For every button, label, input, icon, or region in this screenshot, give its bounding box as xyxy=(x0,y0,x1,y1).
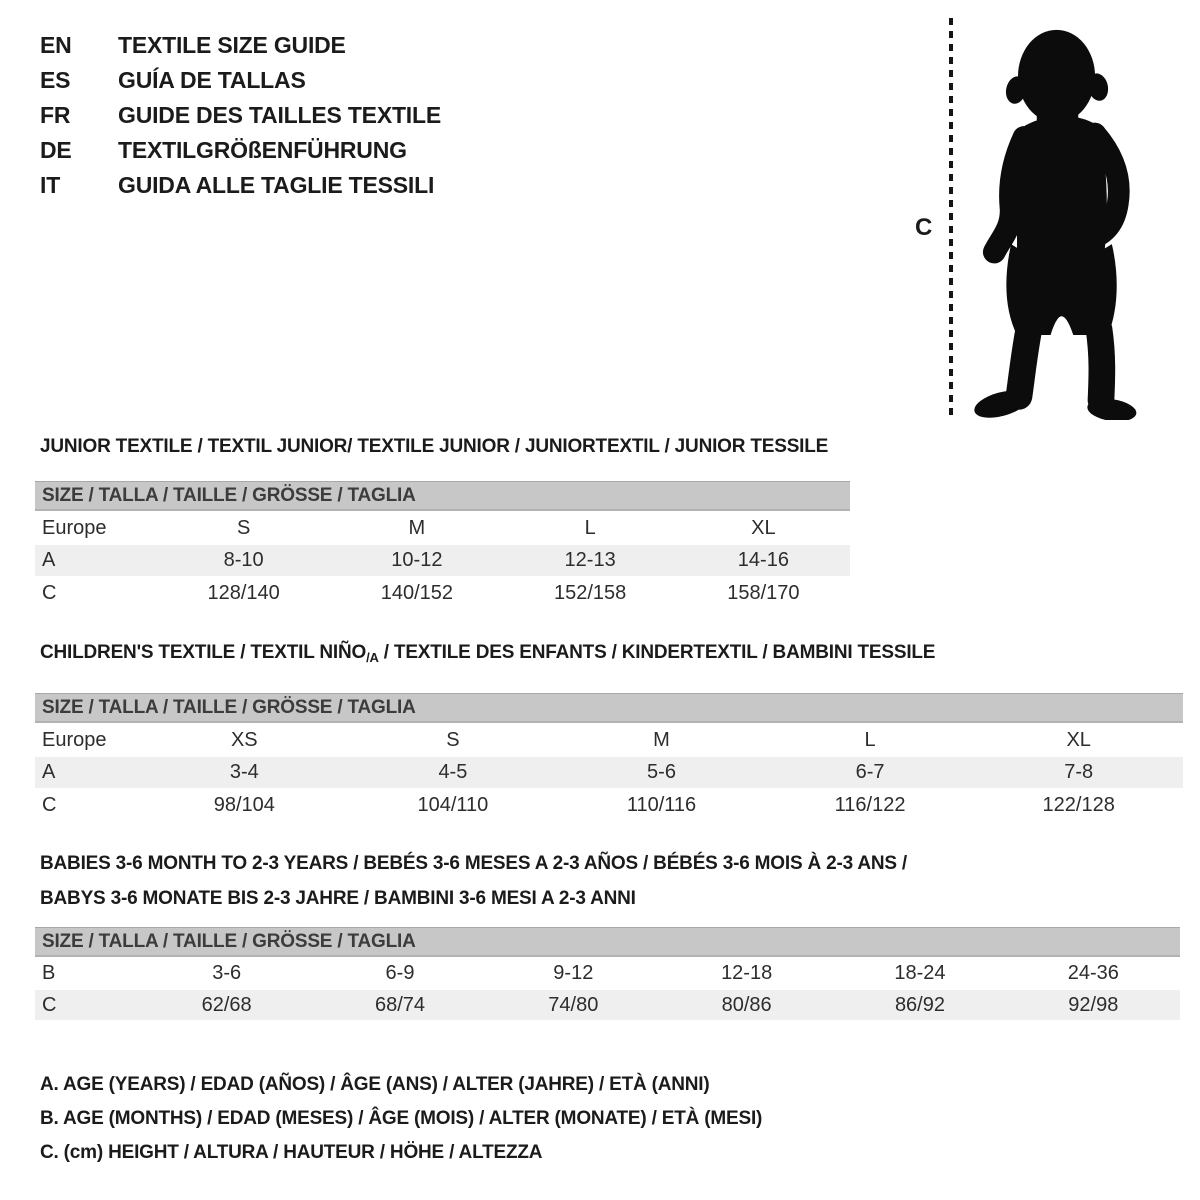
measure-legend xyxy=(40,1068,762,1170)
language-code: ES xyxy=(40,67,71,93)
table-row-a xyxy=(35,545,850,576)
cell-value: 3-4 xyxy=(229,761,259,783)
section-title xyxy=(35,435,850,458)
cell-value: 14-16 xyxy=(737,549,789,571)
guide-title-fr: GUIDE DES TAILLES TEXTILE xyxy=(118,102,441,128)
cell-value: 122/128 xyxy=(1042,793,1115,816)
cell-value: 5-6 xyxy=(647,761,676,783)
row-label: C xyxy=(42,793,57,816)
language-title-block xyxy=(40,28,441,203)
row-label: A xyxy=(42,549,56,571)
legend-line: A. AGE (YEARS) / EDAD (AÑOS) / ÂGE (ANS) / ALTER (JAHRE) / ETÀ (ANNI) xyxy=(40,1074,710,1095)
section-title-line: BABIES 3-6 MONTH TO 2-3 YEARS / BEBÉS 3-6 MESES A 2-3 AÑOS / BÉBÉS 3-6 MOIS À 2-3 ANS / xyxy=(40,853,908,874)
height-dashed-line xyxy=(949,18,953,416)
section-title-subscript: /A xyxy=(366,650,379,665)
legend-line: C. (cm) HEIGHT / ALTURA / HAUTEUR / HÖHE / ALTEZZA xyxy=(40,1142,543,1163)
section-junior-textile xyxy=(35,435,850,610)
cell-value: 3-6 xyxy=(212,962,242,984)
language-code: IT xyxy=(40,172,61,198)
cell-value: 74/80 xyxy=(548,993,599,1016)
language-row xyxy=(40,168,441,203)
cell-value: 6-9 xyxy=(385,962,415,984)
section-childrens-textile xyxy=(35,641,1183,822)
cell-value: 12-13 xyxy=(564,549,616,571)
section-title-text: CHILDREN'S TEXTILE / TEXTIL NIÑO xyxy=(40,642,367,663)
language-code: FR xyxy=(40,102,71,128)
cell-value: 92/98 xyxy=(1068,993,1119,1016)
cell-value: S xyxy=(236,516,251,539)
size-table xyxy=(35,927,1180,1020)
table-row-a xyxy=(35,757,1183,788)
cell-value: 98/104 xyxy=(213,793,275,816)
row-label: B xyxy=(42,962,56,984)
section-title-text: / TEXTILE DES ENFANTS / KINDERTEXTIL / BAMBINI TESSILE xyxy=(378,642,936,663)
legend-line: B. AGE (MONTHS) / EDAD (MESES) / ÂGE (MOIS) / ALTER (MONATE) / ETÀ (MESI) xyxy=(40,1108,763,1129)
cell-value: 110/116 xyxy=(626,793,697,816)
guide-title-es: GUÍA DE TALLAS xyxy=(118,67,306,93)
row-label: Europe xyxy=(42,728,107,751)
cell-value: L xyxy=(864,728,876,751)
cell-value: 12-18 xyxy=(721,962,773,984)
language-row xyxy=(40,133,441,168)
section-babies-textile xyxy=(35,846,1180,1020)
cell-value: 4-5 xyxy=(438,761,468,783)
section-title xyxy=(35,641,1183,669)
size-header-bar: SIZE / TALLA / TAILLE / GRÖSSE / TAGLIA xyxy=(35,481,850,511)
table-row-europe xyxy=(35,723,1183,757)
cell-value: 6-7 xyxy=(855,761,885,783)
height-figure xyxy=(905,10,1165,425)
size-header-bar: SIZE / TALLA / TAILLE / GRÖSSE / TAGLIA xyxy=(35,693,1183,723)
cell-value: 140/152 xyxy=(380,581,454,604)
row-label: C xyxy=(42,993,57,1016)
language-code: DE xyxy=(40,137,72,163)
table-row-c xyxy=(35,788,1183,822)
cell-value: 86/92 xyxy=(894,993,945,1016)
cell-value: 158/170 xyxy=(727,581,800,604)
table-row-c xyxy=(35,576,850,610)
cell-value: L xyxy=(584,516,596,539)
cell-value: XL xyxy=(1066,728,1091,751)
section-title-line: JUNIOR TEXTILE / TEXTIL JUNIOR/ TEXTILE JUNIOR / JUNIORTEXTIL / JUNIOR TESSILE xyxy=(40,436,829,457)
cell-value: 18-24 xyxy=(894,962,946,984)
language-row xyxy=(40,28,441,63)
section-title xyxy=(35,846,1180,916)
cell-value: M xyxy=(408,516,426,539)
cell-value: 10-12 xyxy=(391,549,443,571)
toddler-silhouette-icon xyxy=(965,15,1153,420)
cell-value: 68/74 xyxy=(374,993,426,1016)
row-label: C xyxy=(42,581,57,604)
size-table xyxy=(35,481,850,610)
cell-value: 62/68 xyxy=(201,993,252,1016)
guide-title-it: GUIDA ALLE TAGLIE TESSILI xyxy=(118,172,435,198)
table-row-c xyxy=(35,990,1180,1020)
language-row xyxy=(40,63,441,98)
cell-value: 104/110 xyxy=(417,793,489,816)
row-label: A xyxy=(42,761,56,783)
language-code: EN xyxy=(40,32,72,58)
cell-value: 8-10 xyxy=(223,549,264,571)
cell-value: XL xyxy=(751,516,776,539)
cell-value: 128/140 xyxy=(207,581,280,604)
guide-title-de: TEXTILGRÖßENFÜHRUNG xyxy=(118,137,407,163)
section-title-line: BABYS 3-6 MONATE BIS 2-3 JAHRE / BAMBINI 3-6 MESI A 2-3 ANNI xyxy=(40,888,636,909)
guide-title-en: TEXTILE SIZE GUIDE xyxy=(118,32,346,58)
cell-value: M xyxy=(653,728,670,751)
size-header-bar: SIZE / TALLA / TAILLE / GRÖSSE / TAGLIA xyxy=(35,927,1180,957)
cell-value: 9-12 xyxy=(553,962,594,984)
cell-value: XS xyxy=(230,728,258,751)
cell-value: 116/122 xyxy=(834,793,906,816)
cell-value: 80/86 xyxy=(721,993,772,1016)
cell-value: 24-36 xyxy=(1067,962,1119,984)
cell-value: 7-8 xyxy=(1064,761,1094,783)
height-measure-label: C xyxy=(915,214,933,241)
cell-value: S xyxy=(446,728,460,751)
size-table xyxy=(35,693,1183,822)
table-row-b xyxy=(35,957,1180,990)
row-label: Europe xyxy=(42,516,107,539)
table-row-europe xyxy=(35,511,850,545)
language-row xyxy=(40,98,441,133)
cell-value: 152/158 xyxy=(553,581,627,604)
